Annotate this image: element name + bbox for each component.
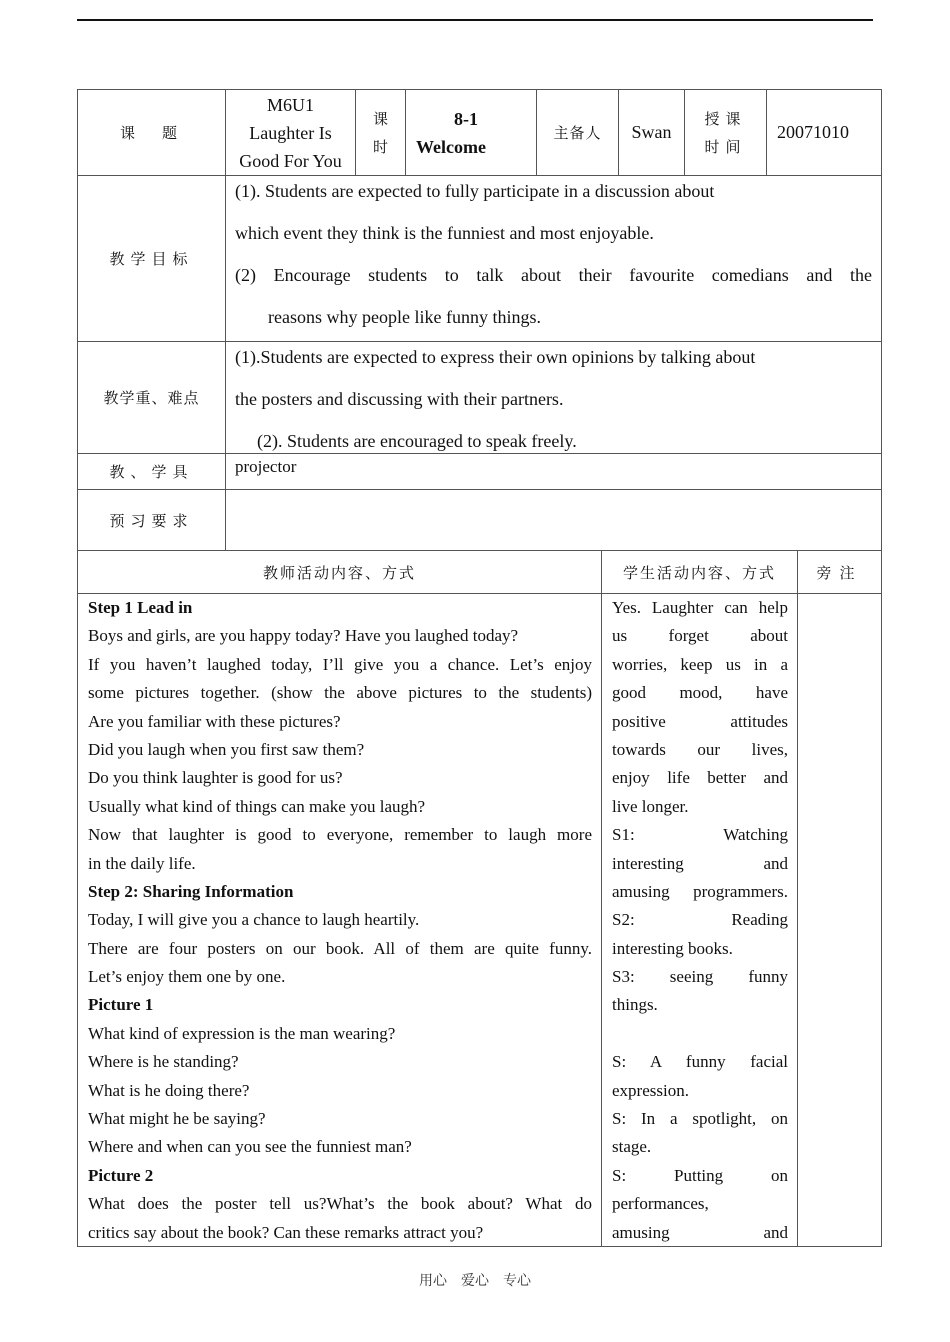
notes-column: [798, 594, 881, 1246]
text-line: interesting and: [612, 853, 788, 873]
text-line: live longer.: [612, 796, 689, 816]
col-divider: [601, 550, 602, 1247]
text-line: S: In a spotlight, on: [612, 1109, 788, 1129]
text-line: amusing programmers.: [612, 881, 788, 901]
text-line: There are four posters on our book. All of them are quite funny.: [88, 938, 592, 958]
text-line: towards our lives,: [612, 739, 788, 759]
text-line: in the daily life.: [88, 853, 196, 873]
objectives-label: 教学目标: [109, 250, 194, 268]
text-line: S3: seeing funny: [612, 967, 788, 987]
text-line: Do you think laughter is good for us?: [88, 768, 343, 788]
date-label-line1: 授课: [704, 109, 747, 128]
text-line: critics say about the book? Can these remarks attract you?: [88, 1222, 484, 1242]
date-label-line2: 时间: [704, 137, 747, 156]
materials-value: projector: [235, 457, 297, 476]
objective-2-line1: (2) Encourage students to talk about their favourite comedians and the: [235, 265, 872, 285]
table-border-right: [881, 89, 882, 1247]
text-line: What does the poster tell us?What’s the book about? What do: [88, 1194, 592, 1214]
text-line: [612, 1020, 788, 1048]
text-line: Where and when can you see the funniest man?: [88, 1137, 412, 1157]
period-label: [356, 90, 405, 175]
text-line: Today, I will give you a chance to laugh heartily.: [88, 910, 420, 930]
text-line: expression.: [612, 1080, 689, 1100]
key-points-label: 教学重、难点: [103, 389, 200, 407]
teacher-activities-header: 教师活动内容、方式: [262, 563, 416, 582]
key-point-1-line1: (1).Students are expected to express their own opinions by talking about: [235, 347, 756, 367]
preview-value: [235, 490, 872, 550]
page-header-rule: [77, 19, 873, 21]
period-label-line2: 时: [372, 137, 388, 156]
key-point-1-line2: the posters and discussing with their partners.: [235, 389, 564, 409]
key-point-2: (2). Students are encouraged to speak freely.: [257, 431, 577, 451]
materials-label: 教、学具: [109, 463, 194, 481]
text-line: good mood, have: [612, 683, 788, 703]
preparer-value: Swan: [631, 122, 672, 142]
text-line: performances,: [612, 1194, 709, 1214]
text-line: Now that laughter is good to everyone, remember to laugh more: [88, 825, 592, 845]
topic-label: 课 题: [119, 124, 183, 142]
student-activities-header: 学生活动内容、方式: [622, 563, 776, 582]
period-number: 8-1: [454, 108, 478, 129]
section-heading: Step 1 Lead in: [88, 598, 193, 617]
topic-code: M6U1: [266, 94, 314, 115]
text-line: S2: Reading: [612, 910, 788, 930]
preparer-label: 主备人: [553, 124, 602, 142]
date-value: 20071010: [777, 122, 849, 142]
section-heading: Picture 1: [88, 995, 154, 1015]
text-line: some pictures together. (show the above pictures to the students): [88, 683, 592, 703]
text-line: What kind of expression is the man wearing?: [88, 1023, 396, 1043]
notes-header: 旁注: [816, 563, 863, 582]
topic-title-line1: Laughter Is: [249, 122, 332, 143]
period-label-line1: 课: [372, 109, 388, 128]
text-line: Are you familiar with these pictures?: [88, 711, 341, 731]
objective-2-line2: reasons why people like funny things.: [268, 307, 541, 327]
objectives-content: [235, 170, 872, 338]
topic-title-line2: Good For You: [239, 150, 342, 171]
text-line: Did you laugh when you first saw them?: [88, 739, 365, 759]
objective-1-line1: (1). Students are expected to fully participate in a discussion about: [235, 181, 715, 201]
text-line: amusing and: [612, 1222, 788, 1242]
page-footer: 用心 爱心 专心: [419, 1273, 531, 1289]
section-heading: Picture 2: [88, 1165, 154, 1185]
preview-label: 预习要求: [109, 511, 194, 530]
text-line: Boys and girls, are you happy today? Have you laughed today?: [88, 626, 519, 646]
text-line: Where is he standing?: [88, 1052, 239, 1072]
section-heading: Step 2: Sharing Information: [88, 881, 294, 901]
text-line: us forget about: [612, 626, 788, 646]
teacher-activities: [88, 594, 592, 1247]
text-line: enjoy life better and: [612, 768, 788, 788]
text-line: S1: Watching: [612, 825, 788, 845]
text-line: things.: [612, 995, 658, 1015]
key-points-content: [235, 336, 872, 462]
text-line: S: Putting on: [612, 1165, 788, 1185]
text-line: stage.: [612, 1137, 652, 1157]
date-label: [685, 90, 766, 175]
text-line: Let’s enjoy them one by one.: [88, 967, 286, 987]
period-section: Welcome: [416, 136, 486, 157]
text-line: Usually what kind of things can make you laugh?: [88, 796, 426, 816]
text-line: interesting books.: [612, 938, 733, 958]
text-line: Yes. Laughter can help: [612, 598, 788, 617]
topic-value: [226, 90, 355, 175]
text-line: positive attitudes: [612, 711, 788, 731]
text-line: worries, keep us in a: [612, 654, 788, 674]
period-value: [406, 90, 536, 175]
text-line: S: A funny facial: [612, 1052, 788, 1072]
objective-1-line2: which event they think is the funniest and most enjoyable.: [235, 223, 654, 243]
text-line: What is he doing there?: [88, 1080, 250, 1100]
student-activities: [612, 594, 788, 1247]
text-line: If you haven’t laughed today, I’ll give you a chance. Let’s enjoy: [88, 654, 592, 674]
text-line: What might he be saying?: [88, 1109, 266, 1129]
